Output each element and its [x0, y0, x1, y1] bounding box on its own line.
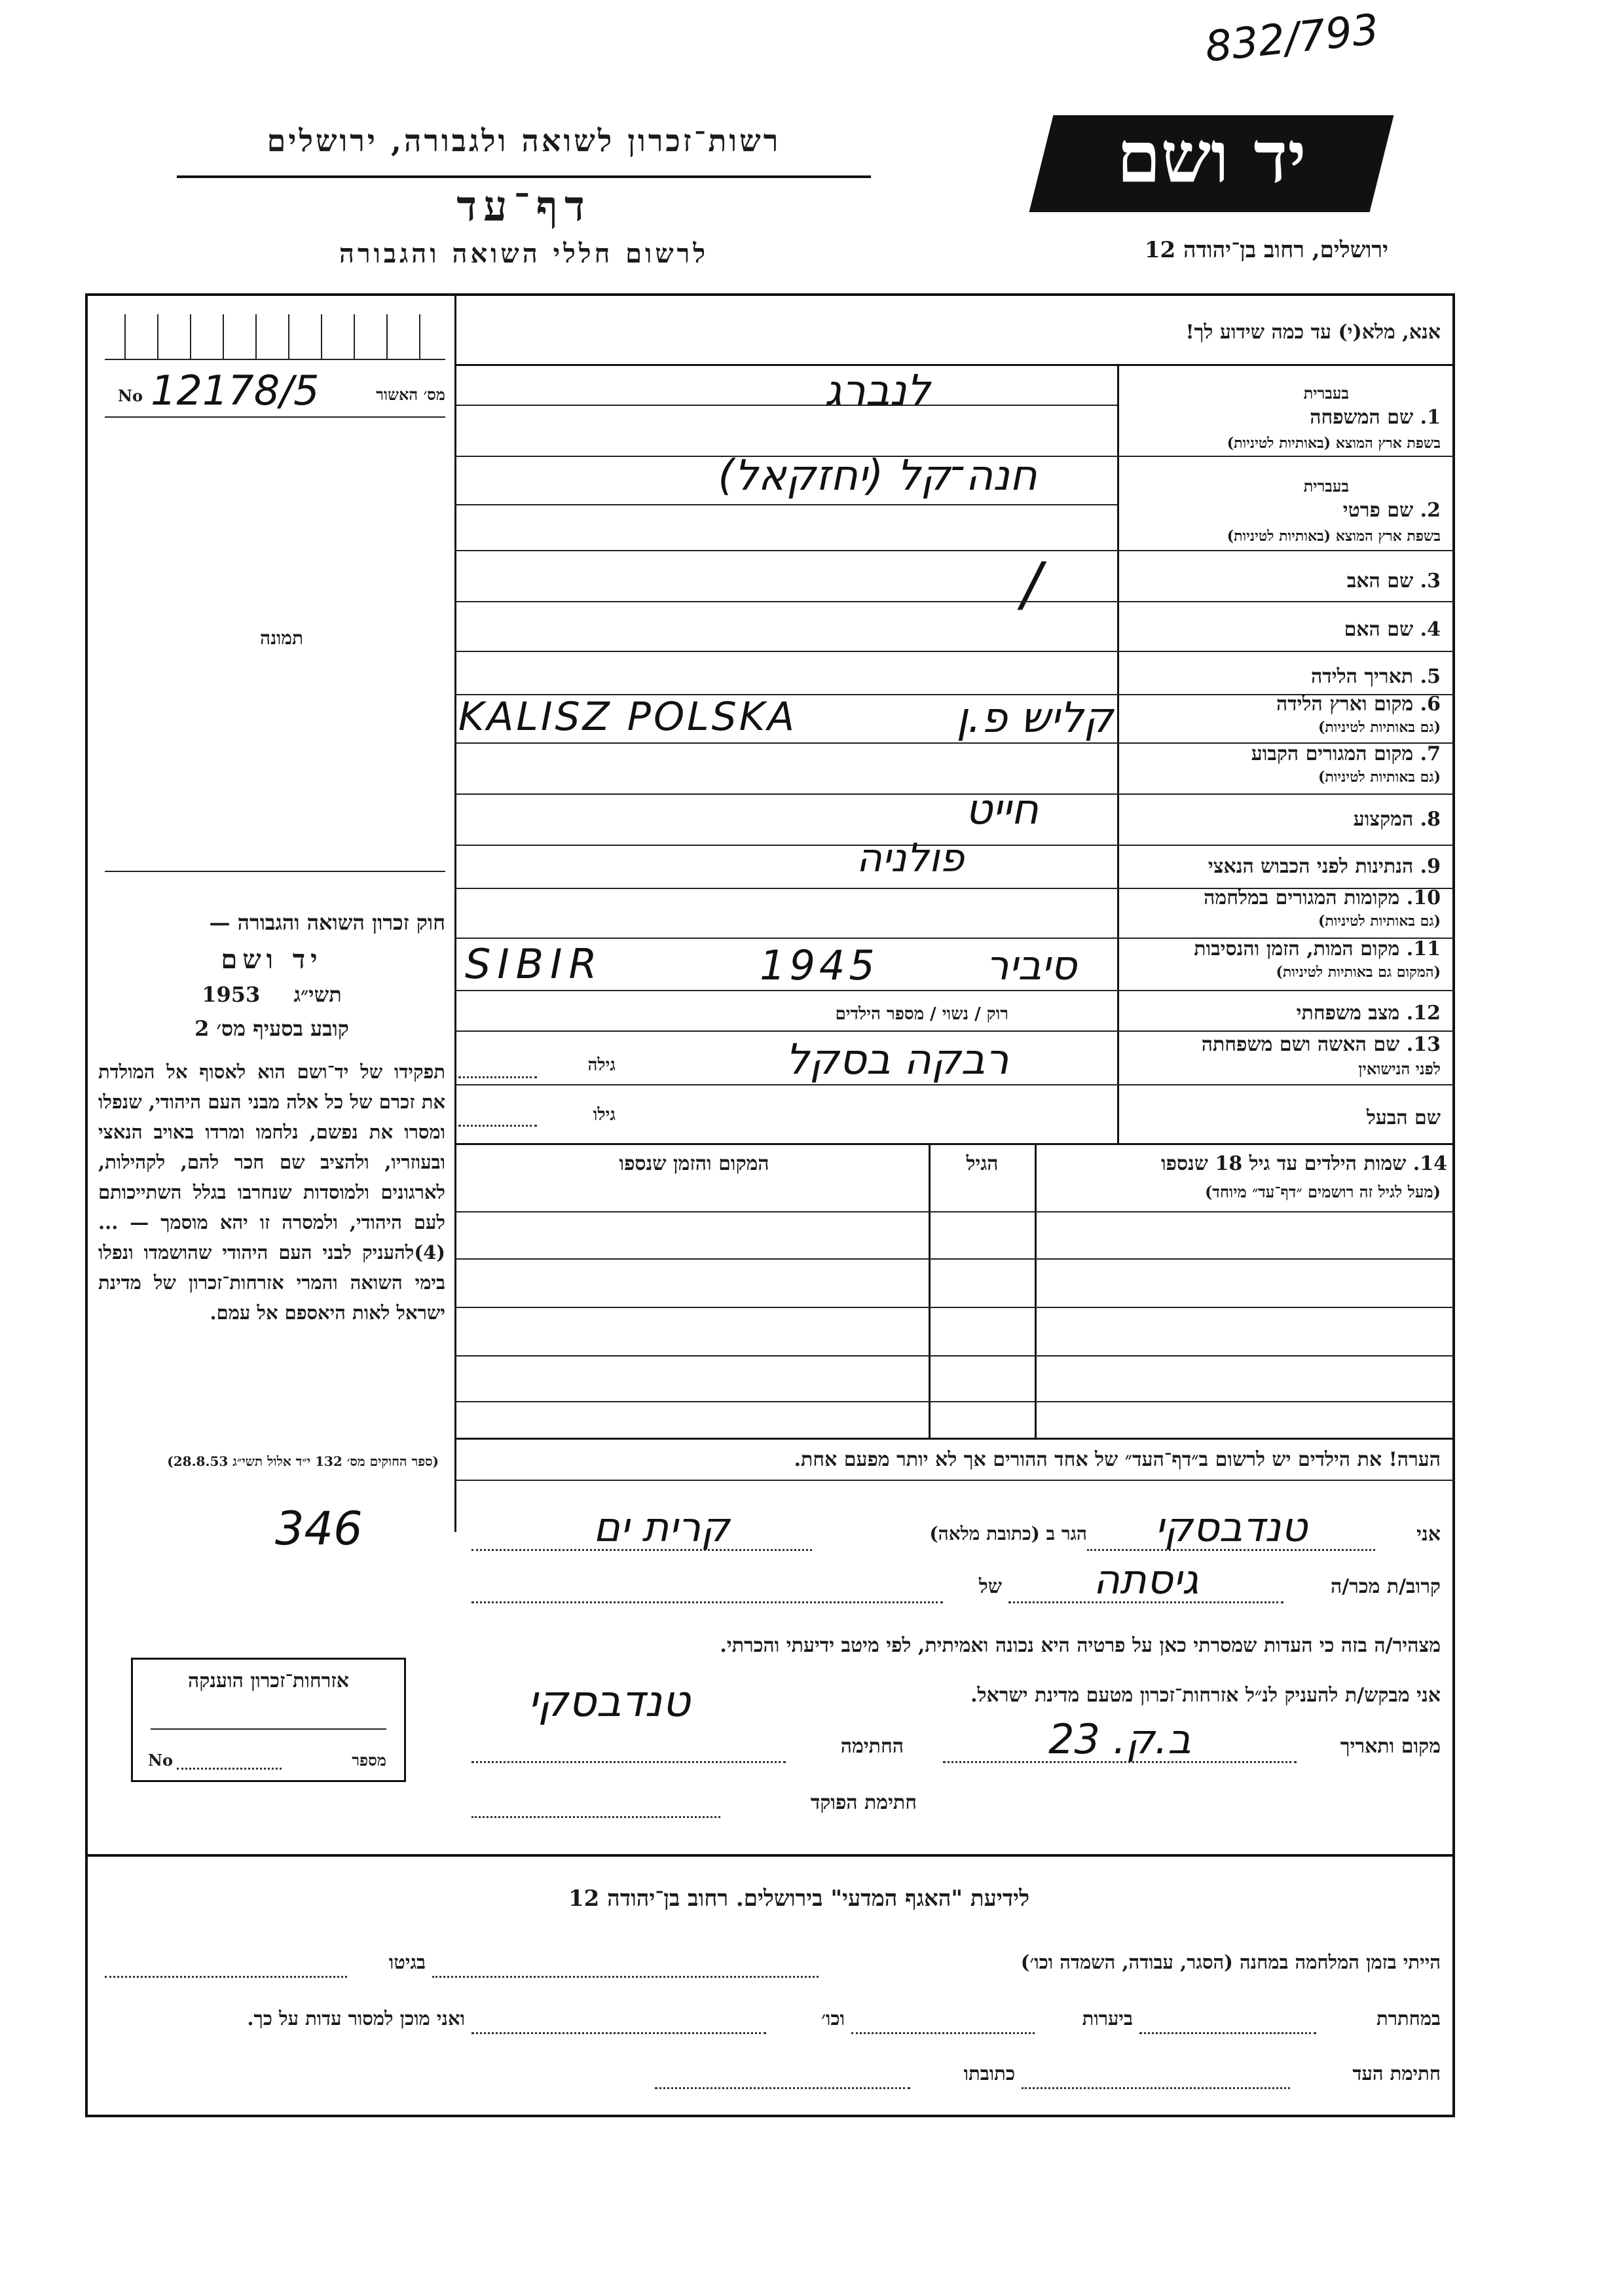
law-year-hebrew: תשי״ג	[293, 982, 342, 1007]
field-mother-label	[1126, 618, 1441, 641]
footer-witness-signature-label: חתימת העד	[1352, 2062, 1441, 2085]
field-label-3: שם האב	[1346, 570, 1414, 592]
handwritten-number: 346	[275, 1502, 363, 1556]
footer-forests-label: ביערות	[1082, 2007, 1133, 2030]
children-remark: הערה! את הילדים יש לרשום ב״דף־העד״ של אחד ההורים אך לא יותר מפעם אחת.	[794, 1448, 1441, 1471]
signature-label: החתימה	[840, 1735, 904, 1758]
logo-text: יד ושם	[1116, 117, 1306, 199]
field-label-7: מקום המגורים הקבוע	[1251, 742, 1414, 765]
death-year: 1945	[760, 941, 879, 989]
children-note: (מעל לגיל זה רושמים ״דף־עד״ מיוחד)	[1204, 1182, 1441, 1201]
field-label-13: שם האשה ושם משפחתה	[1201, 1033, 1400, 1056]
declarant-label: אני	[1416, 1523, 1441, 1546]
birth-place-value: קליש פ.ן	[956, 694, 1113, 742]
field-nationality-label	[1126, 855, 1441, 878]
page-title: דף־עד	[456, 182, 591, 231]
address: ירושלים, רחוב בן־יהודה 12	[1144, 237, 1388, 263]
footer-ready-text: ואני מוכן למסור עדות על כך.	[247, 2007, 465, 2030]
field-label-11: מקום המות, הזמן והנסיבות	[1194, 938, 1400, 960]
law-name: יד ושם	[221, 944, 323, 975]
footer-info-line: לידיעת "האגף המדעי" בירושלים. רחוב בן־יהודה 12	[568, 1886, 1029, 1912]
form-instruction: אנא, מלא(י) עד כמה שידוע לך!	[1185, 321, 1441, 344]
children-col-age: הגיל	[966, 1152, 999, 1175]
page-subtitle: לרשום חללי השואה והגבורה	[339, 238, 709, 269]
field-label-9: הנתינות לפני הכבוש הנאצי	[1208, 855, 1414, 878]
declarant-name: טנדבסקי	[1154, 1503, 1308, 1551]
footer-camp-label: הייתי בזמן המלחמה במחנה (הסגר, עבודה, השמדה וכו׳)	[1020, 1951, 1441, 1973]
field-label-8: המקצוע	[1353, 808, 1414, 831]
approval-number: 12178/5	[151, 367, 320, 414]
children-label: 14. שמות הילדים עד גיל 18 שנספו	[1160, 1152, 1447, 1175]
family-name-value: לנברג	[824, 367, 931, 415]
footer-address-label: כתובתו	[963, 2062, 1015, 2085]
maiden-note: לפני הנישואין	[1358, 1059, 1441, 1078]
field-label-10: מקומות המגורים במלחמה	[1204, 886, 1400, 909]
law-year-number: 1953	[202, 982, 261, 1007]
nationality-value: פולניה	[856, 835, 965, 881]
field-label-5: תאריך הלידה	[1311, 665, 1414, 688]
declarant-address: קרית ים	[593, 1503, 730, 1551]
field-number-5: 5.	[1420, 665, 1441, 688]
field-wartime-residence-label	[1126, 886, 1441, 909]
wife-age-label: גילה	[587, 1055, 616, 1075]
of-label: של	[978, 1575, 1002, 1598]
latin-note-10: (גם באותיות לטיניות)	[1318, 913, 1441, 930]
footer-etc-label: וכו׳	[821, 2007, 845, 2030]
field-number-12: 12.	[1406, 1002, 1441, 1025]
relation-value: גיסתה	[1093, 1556, 1199, 1603]
field-wife-label	[1126, 1033, 1441, 1056]
field-birth-place-label	[1126, 693, 1441, 716]
death-place-latin: SIBIR	[465, 940, 604, 988]
field-number-4: 4.	[1420, 618, 1441, 641]
approval-prefix: No	[118, 386, 143, 405]
field-label-1: שם המשפחה	[1310, 406, 1414, 429]
gazette-ref: (ספר החוקים מס׳ 132 י״ד אלול תשי״ג 28.8.53)	[167, 1453, 439, 1469]
law-year	[98, 982, 445, 1007]
field-number-9: 9.	[1420, 855, 1441, 878]
hebrew-label-2: בעברית	[1303, 477, 1349, 496]
first-name-value: חנה־קל (יחזקאל)	[718, 452, 1037, 500]
field-residence-label	[1126, 742, 1441, 765]
origin-lang-label-2: בשפת ארץ המוצא (באותיות לטיניות)	[1227, 528, 1441, 545]
field-number-1: 1.	[1420, 406, 1441, 429]
children-col-place: המקום והזמן שנספו	[619, 1152, 769, 1175]
death-sub-note: (המקום גם באותיות לטיניות)	[1276, 964, 1441, 981]
field-husband-label: שם הבעל	[1366, 1106, 1441, 1129]
field-first-name-label	[1126, 499, 1441, 522]
field-label-6: מקום וארץ הלידה	[1276, 693, 1414, 716]
wife-name-value: רבקה בסקל	[785, 1036, 1009, 1084]
request-text: אני מבקש/ת להעניק לנ״ל אזרחות־זכרון מטעם מדינת ישראל.	[970, 1684, 1441, 1707]
field-profession-label	[1126, 808, 1441, 831]
husband-age-label: גילו	[593, 1105, 616, 1125]
latin-note-7: (גם באותיות לטיניות)	[1318, 769, 1441, 786]
hebrew-label-1: בעברית	[1303, 384, 1349, 403]
law-text: תפקידו של יד־ושם הוא לאסוף אל המולדת את זכרם של כל אלה מבני העם היהודי, שנפלו ומסרו את נפשם, נלחמו ומרדו באויב הנאצי ובעוזריו, ולהציב שם חכר להם, לקהילות, לארגונים ולמוסדות שנחרבו בגלל השתייכותם לעם היהודי, ולמסרה זו יהא מוסמך — ...(4)להעניק לבני העם היהודי שהושמדו ונפלו בימי השואה והמרי אזרחות־זכרון של מדינת ישראל לאות היאספם אל עמם.	[98, 1061, 445, 1324]
footer-ghetto-label: בגיטו	[388, 1951, 426, 1973]
law-title: חוק זכרון השואה והגבורה —	[209, 910, 445, 935]
place-date-label: מקום ותאריך	[1340, 1735, 1441, 1758]
father-name-value: /	[1022, 550, 1042, 619]
approval-label: מס׳ האשור	[376, 385, 445, 404]
death-place-hebrew: סיביר	[986, 941, 1077, 989]
place-date-value: ב.ק. 23	[1048, 1715, 1191, 1763]
birth-place-value-latin: KALISZ POLSKA	[458, 694, 798, 740]
field-number-3: 3.	[1420, 570, 1441, 592]
footer-underground-label: במחתרת	[1376, 2007, 1441, 2030]
authority-name: רשות־זכרון לשואה ולגבורה, ירושלים	[267, 123, 781, 158]
field-number-10: 10.	[1406, 886, 1441, 909]
field-number-11: 11.	[1406, 938, 1441, 960]
field-family-name-label	[1126, 406, 1441, 429]
field-father-label	[1126, 570, 1441, 592]
field-label-12: מצב משפחתי	[1296, 1002, 1400, 1025]
latin-note-6: (גם באותיות לטיניות)	[1318, 719, 1441, 736]
field-number-7: 7.	[1420, 742, 1441, 765]
field-label-2: שם פרטי	[1342, 499, 1414, 522]
citizenship-number-label: מספר	[352, 1751, 386, 1770]
field-number-13: 13.	[1406, 1033, 1441, 1056]
resides-label: הגר ב (כתובת מלאה)	[929, 1523, 1087, 1544]
law-clause: קובע בסעיף מס׳ 2	[194, 1016, 349, 1041]
profession-value: חייט	[965, 786, 1039, 834]
field-number-2: 2.	[1420, 499, 1441, 522]
field-number-8: 8.	[1420, 808, 1441, 831]
signature-value: טנדבסקי	[528, 1676, 690, 1726]
origin-lang-label-1: בשפת ארץ המוצא (באותיות לטיניות)	[1227, 435, 1441, 452]
photo-label: תמונה	[259, 627, 304, 649]
field-label-4: שם האם	[1344, 618, 1414, 641]
field-number-6: 6.	[1420, 693, 1441, 716]
marital-options: רוק / נשוי / מספר הילדים	[835, 1004, 1008, 1024]
field-death-label	[1126, 938, 1441, 960]
field-birth-date-label	[1126, 665, 1441, 688]
citizenship-number-prefix: No	[148, 1751, 173, 1770]
officer-label: חתימת הפוקד	[810, 1791, 917, 1814]
relation-label: קרוב/ת מכר/ה	[1330, 1575, 1441, 1598]
declare-text: מצהיר/ה בזה כי העדות שמסרתי כאן על פרטיה היא נכונה ואמיתית, לפי מיטב ידיעתי והכרתי.	[720, 1634, 1441, 1657]
citizenship-box-title: אזרחות־זכרון הוענקה	[187, 1669, 350, 1692]
field-marital-label	[1126, 1002, 1441, 1025]
archive-number: 832/793	[1202, 5, 1382, 72]
